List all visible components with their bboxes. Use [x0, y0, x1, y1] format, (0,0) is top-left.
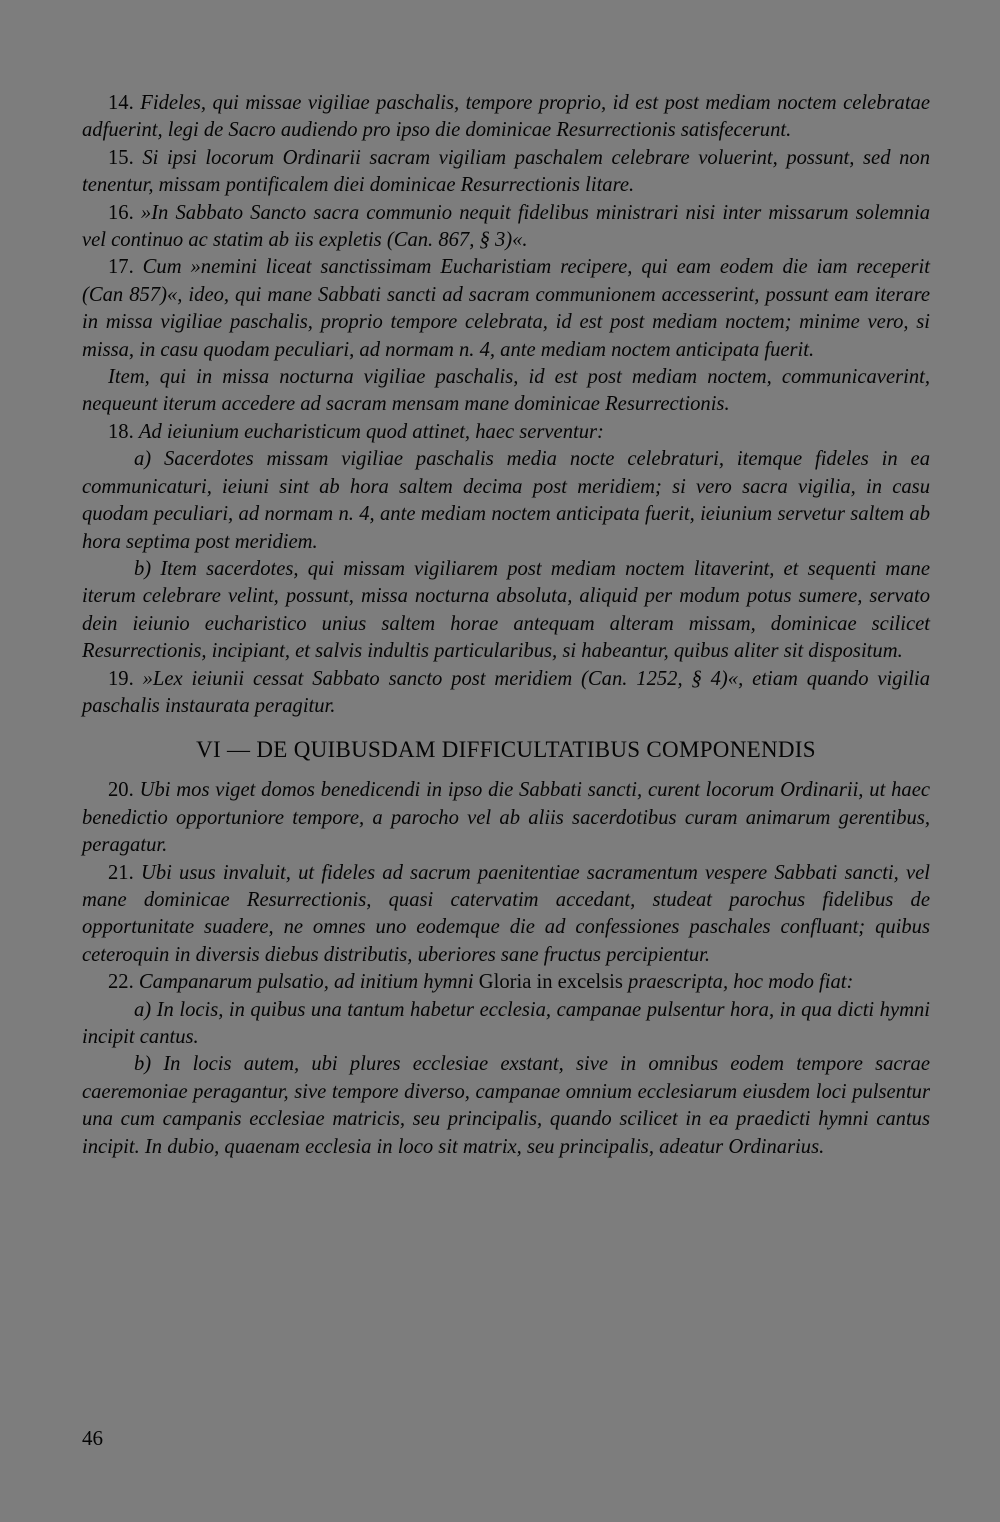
- paragraph-number: 16.: [108, 201, 134, 224]
- paragraph-text: Ubi mos viget domos benedicendi in ipso die Sabbati sancti, curent locorum Ordinarii, ut haec benedictio opportuniore tempore, a parocho vel ab aliis sacerdotibus curam animarum gerentibus, peragatur.: [82, 779, 930, 857]
- paragraph-text: Ubi usus invaluit, ut fideles ad sacrum paenitentiae sacramentum vespere Sabbati sancti, vel mane dominicae Resurrectionis, quasi catervatim accedant, studeat parochus fidelibus de opportunitate suadere, ne omnes uno eodemque die ad confessiones paschales confluant; quibus ceteroquin in diversis diebus distributis, uberiores sane fructus percipientur.: [82, 861, 930, 966]
- paragraph-number: 21.: [108, 861, 134, 884]
- paragraph-text: Si ipsi locorum Ordinarii sacram vigiliam paschalem celebrare voluerint, possunt, sed non tenentur, missam pontificalem diei dominicae Resurrectionis litare.: [82, 146, 930, 197]
- paragraph-18-item-b: b) Item sacerdotes, qui missam vigiliarem post mediam noctem litaverint, et sequenti mane iterum celebrare velint, possunt, missa nocturna absoluta, aliquid per modum potus sumere, servato dein ieiunio eucharistico unius saltem horae antequam alteram missam, dominicae scilicet Resurrectionis, incipiant, et salvis indultis particularibus, si habeantur, quibus aliter sit dispositum.: [82, 557, 930, 663]
- paragraph-16: [82, 200, 930, 255]
- paragraph-number: 15.: [108, 146, 134, 169]
- paragraph-number: 19.: [108, 667, 134, 690]
- paragraph-number: 17.: [108, 256, 134, 279]
- paragraph-text: »In Sabbato Sancto sacra communio nequit fidelibus ministrari nisi inter missarum solemnia vel continuo ac statim ab iis expletis (Can. 867, § 3)«.: [82, 201, 930, 252]
- paragraph-17-continuation: Item, qui in missa nocturna vigiliae paschalis, id est post mediam noctem, communicaverint, nequeunt iterum accedere ad sacram mensam mane dominicae Resurrectionis.: [82, 366, 930, 416]
- paragraph-18: [82, 419, 930, 446]
- page-number: 46: [82, 1426, 103, 1450]
- paragraph-text: Ad ieiunium eucharisticum quod attinet, haec serventur:: [138, 420, 604, 443]
- body-text: [82, 90, 930, 1161]
- paragraph-22-item-a: a) In locis, in quibus una tantum habetur ecclesia, campanae pulsentur hora, in qua dicti hymni incipit cantus.: [82, 998, 930, 1048]
- paragraph-14: [82, 90, 930, 145]
- paragraph-text: Fideles, qui missae vigiliae paschalis, tempore proprio, id est post mediam noctem celebratae adfuerint, legi de Sacro audiendo pro ipso die dominicae Resurrectionis satisfecerunt.: [82, 92, 930, 142]
- paragraph-20: [82, 777, 930, 859]
- paragraph-number: 14.: [108, 92, 134, 114]
- paragraph-18-item-a: a) Sacerdotes missam vigiliae paschalis media nocte celebraturi, itemque fideles in ea communicaturi, ieiuni sint ab hora saltem decima post meridiem; si vero sacra vigilia, in casu quodam peculiari, ad normam n. 4, ante mediam noctem anticipata fuerit, ieiunium servetur saltem ab hora septima post meridiem.: [82, 448, 930, 553]
- hymn-title: Gloria in excelsis: [478, 971, 623, 994]
- paragraph-22-item-b: b) In locis autem, ubi plures ecclesiae exstant, sive in omnibus eodem tempore sacrae caeremoniae peragantur, sive tempore diverso, campanae omnium ecclesiarum eiusdem loci pulsentur una cum campanis ecclesiae matricis, seu principalis, quando scilicet in ea praedicti hymni cantus incipit. In dubio, quaenam ecclesia in loco sit matrix, seu principalis, adeatur Ordinarius.: [82, 1053, 930, 1158]
- paragraph-21: [82, 860, 930, 970]
- paragraph-number: 20.: [108, 779, 134, 802]
- paragraph-text: Campanarum pulsatio, ad initium hymni: [138, 971, 474, 994]
- paragraph-number: 18.: [108, 420, 134, 443]
- paragraph-19: [82, 666, 930, 721]
- paragraph-text-after: praescripta, hoc modo fiat:: [628, 971, 854, 994]
- paragraph-22: [82, 969, 930, 996]
- paragraph-text: »Lex ieiunii cessat Sabbato sancto post meridiem (Can. 1252, § 4)«, etiam quando vigilia paschalis instaurata peragitur.: [82, 667, 930, 717]
- paragraph-15: [82, 145, 930, 200]
- section-heading: VI — DE QUIBUSDAM DIFFICULTATIBUS COMPONENDIS: [196, 737, 816, 763]
- paragraph-number: 22.: [108, 971, 134, 994]
- paragraph-text: Cum »nemini liceat sanctissimam Eucharistiam recipere, qui eam eodem die iam receperit (Can 857)«, ideo, qui mane Sabbati sancti ad sacram communionem accesserint, possunt eam iterare in missa vigiliae paschalis, proprio tempore celebrata, id est post mediam noctem; minime vero, si missa, in casu quodam peculiari, ad normam n. 4, ante mediam noctem anticipata fuerit.: [82, 256, 930, 361]
- paragraph-17: [82, 254, 930, 364]
